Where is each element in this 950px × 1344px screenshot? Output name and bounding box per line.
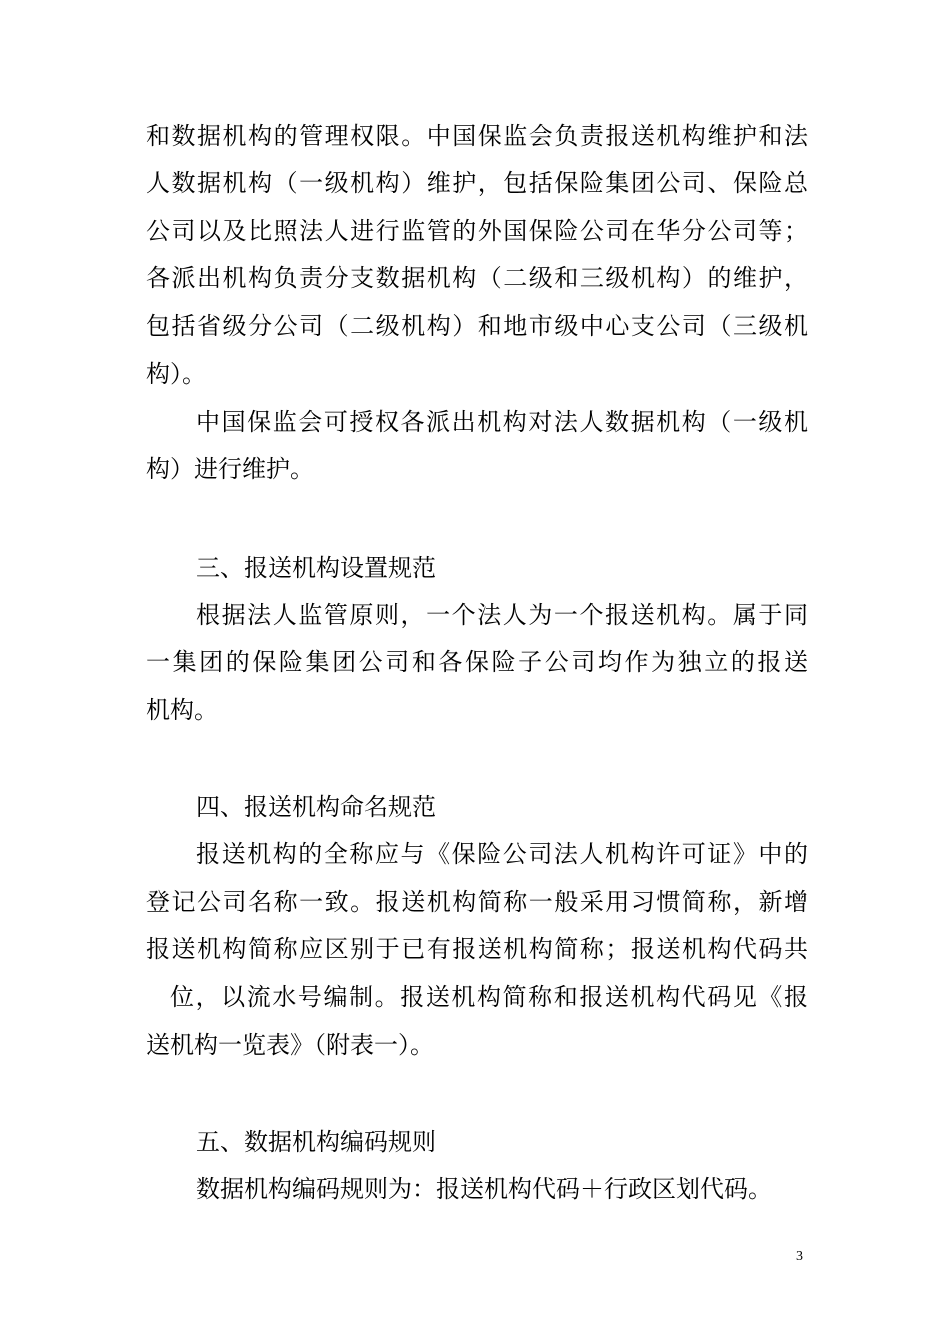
paragraph-line: 机构。 [146, 696, 218, 724]
paragraph-line: 公司以及比照法人进行监管的外国保险公司在华分公司等； [146, 217, 808, 245]
section-heading: 三、报送机构设置规范 [196, 554, 436, 582]
paragraph-line: 包括省级分公司（二级机构）和地市级中心支公司（三级机 [146, 312, 808, 340]
paragraph-line: 登记公司名称一致。报送机构简称一般采用习惯简称，新增 [146, 888, 808, 916]
paragraph-line: 中国保监会可授权各派出机构对法人数据机构（一级机 [196, 408, 808, 436]
paragraph-line: 各派出机构负责分支数据机构（二级和三级机构）的维护， [146, 264, 808, 292]
paragraph-line: 送机构一览表》（附表一）。 [146, 1031, 434, 1059]
section-heading: 四、报送机构命名规范 [196, 793, 436, 821]
paragraph-line: 一集团的保险集团公司和各保险子公司均作为独立的报送 [146, 648, 808, 676]
paragraph-line: 和数据机构的管理权限。中国保监会负责报送机构维护和法 [146, 122, 808, 150]
paragraph-line: 构）进行维护。 [146, 455, 314, 483]
section-heading: 五、数据机构编码规则 [196, 1128, 436, 1156]
paragraph-line: 构）。 [146, 360, 206, 388]
paragraph-line: 报送机构简称应区别于已有报送机构简称；报送机构代码共 [146, 935, 808, 963]
paragraph-line: 人数据机构（一级机构）维护，包括保险集团公司、保险总 [146, 169, 808, 197]
paragraph-line: 数据机构编码规则为：报送机构代码＋行政区划代码。 [196, 1175, 772, 1203]
paragraph-line: 位，以流水号编制。报送机构简称和报送机构代码见《报 [170, 983, 808, 1011]
paragraph-line: 报送机构的全称应与《保险公司法人机构许可证》中的 [196, 840, 808, 868]
page-number: 3 [796, 1249, 803, 1264]
paragraph-line: 根据法人监管原则，一个法人为一个报送机构。属于同 [196, 601, 808, 629]
